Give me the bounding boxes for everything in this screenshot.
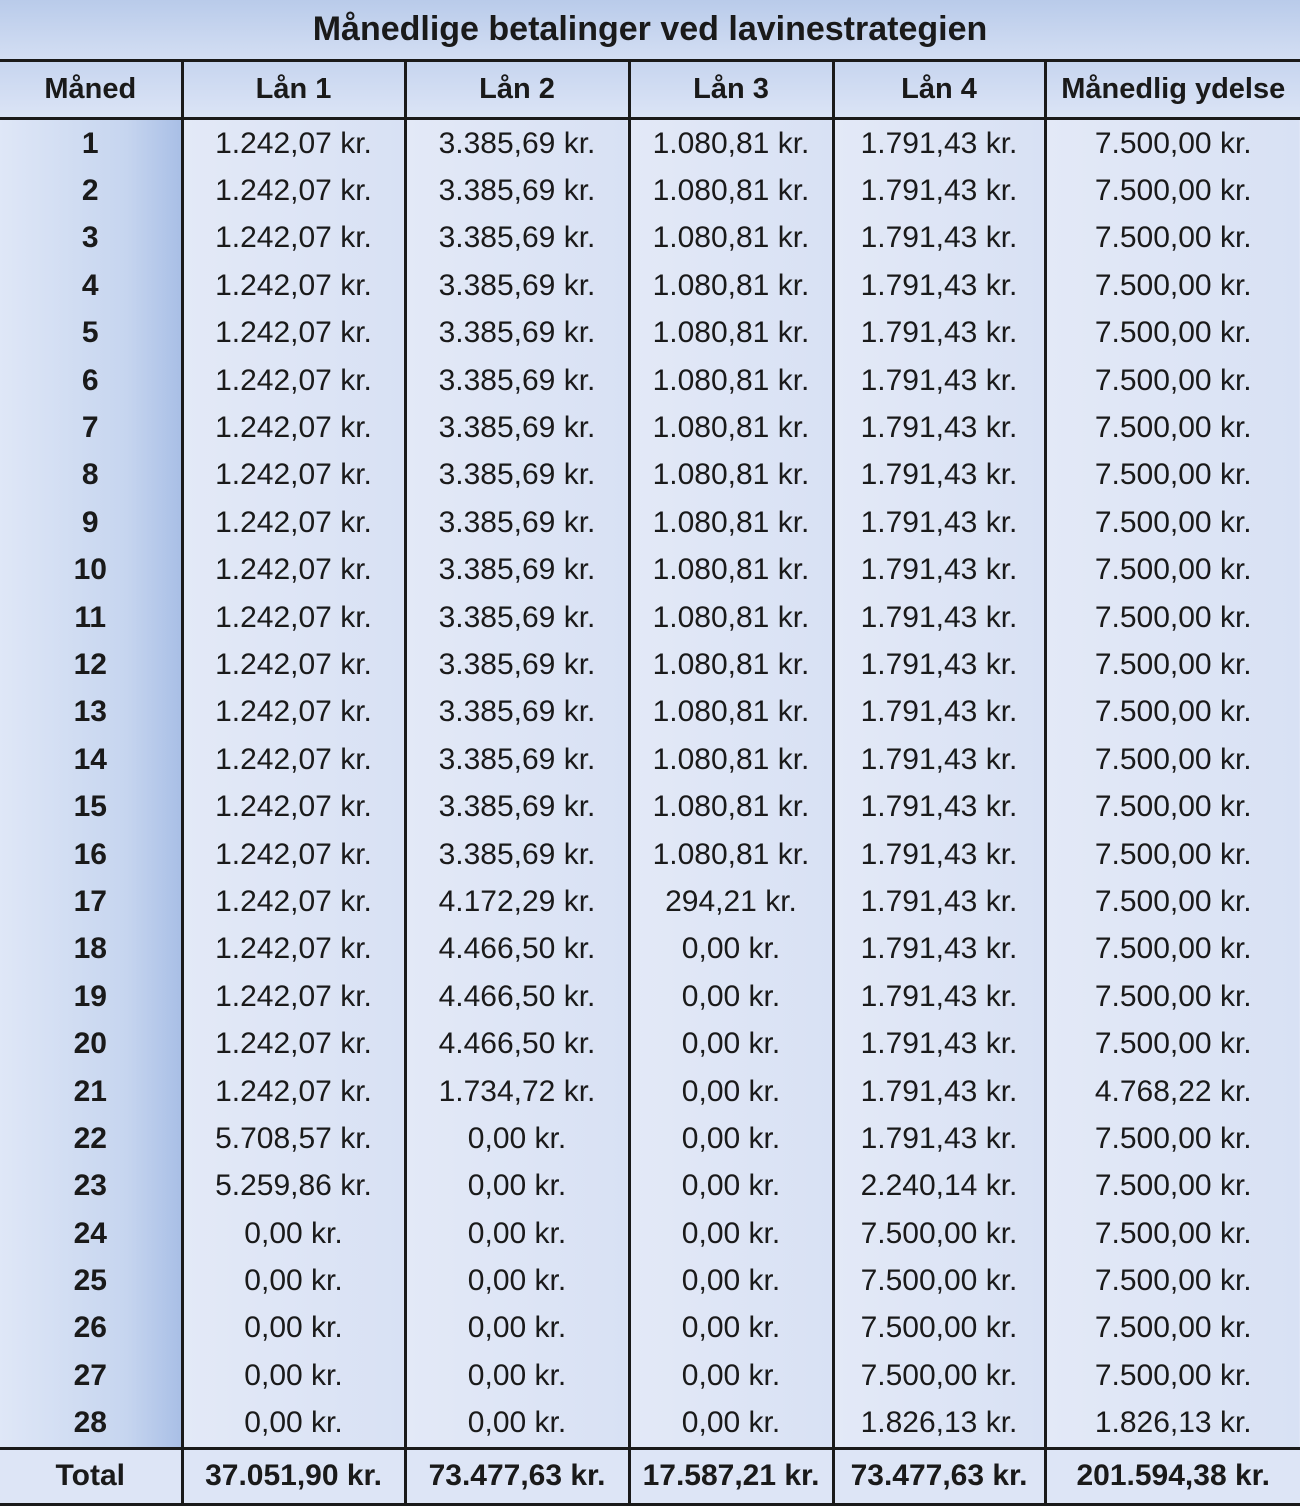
loan-3-cell: 1.080,81 kr. bbox=[629, 357, 833, 404]
loan-1-cell: 1.242,07 kr. bbox=[182, 357, 405, 404]
table-row bbox=[0, 689, 1300, 736]
table-footer bbox=[0, 1448, 1300, 1504]
month-cell: 18 bbox=[0, 926, 182, 973]
table-row bbox=[0, 167, 1300, 214]
month-cell: 12 bbox=[0, 641, 182, 688]
loan-3-cell: 0,00 kr. bbox=[629, 1068, 833, 1115]
month-cell: 23 bbox=[0, 1163, 182, 1210]
table-row bbox=[0, 1068, 1300, 1115]
loan-1-cell: 1.242,07 kr. bbox=[182, 1068, 405, 1115]
loan-4-cell: 7.500,00 kr. bbox=[833, 1352, 1045, 1399]
loan-1-cell: 0,00 kr. bbox=[182, 1400, 405, 1449]
loan-3-cell: 1.080,81 kr. bbox=[629, 167, 833, 214]
loan-4-cell: 1.791,43 kr. bbox=[833, 215, 1045, 262]
table-row bbox=[0, 215, 1300, 262]
loan-2-cell: 4.466,50 kr. bbox=[405, 926, 629, 973]
loan-4-cell: 1.791,43 kr. bbox=[833, 452, 1045, 499]
table-row bbox=[0, 499, 1300, 546]
loan-3-cell: 1.080,81 kr. bbox=[629, 404, 833, 451]
monthly-payment-cell: 7.500,00 kr. bbox=[1045, 1210, 1300, 1257]
table-header bbox=[0, 62, 1300, 119]
loan-2-cell: 0,00 kr. bbox=[405, 1352, 629, 1399]
total-row bbox=[0, 1448, 1300, 1504]
monthly-payment-cell: 7.500,00 kr. bbox=[1045, 641, 1300, 688]
monthly-payment-cell: 7.500,00 kr. bbox=[1045, 831, 1300, 878]
month-cell: 21 bbox=[0, 1068, 182, 1115]
loan-1-cell: 1.242,07 kr. bbox=[182, 641, 405, 688]
loan-3-cell: 0,00 kr. bbox=[629, 1115, 833, 1162]
loan-3-cell: 1.080,81 kr. bbox=[629, 547, 833, 594]
monthly-payment-cell: 7.500,00 kr. bbox=[1045, 878, 1300, 925]
table-row bbox=[0, 404, 1300, 451]
loan-2-cell: 3.385,69 kr. bbox=[405, 736, 629, 783]
total-label: Total bbox=[0, 1448, 182, 1504]
loan-2-cell: 3.385,69 kr. bbox=[405, 452, 629, 499]
loan-4-cell: 1.791,43 kr. bbox=[833, 1068, 1045, 1115]
loan-4-cell: 1.791,43 kr. bbox=[833, 831, 1045, 878]
loan-4-cell: 1.791,43 kr. bbox=[833, 262, 1045, 309]
table-row bbox=[0, 1305, 1300, 1352]
loan-3-cell: 1.080,81 kr. bbox=[629, 736, 833, 783]
monthly-payment-cell: 7.500,00 kr. bbox=[1045, 594, 1300, 641]
month-cell: 28 bbox=[0, 1400, 182, 1449]
loan-4-cell: 1.791,43 kr. bbox=[833, 404, 1045, 451]
total-monthly-payment: 201.594,38 kr. bbox=[1045, 1448, 1300, 1504]
loan-1-cell: 1.242,07 kr. bbox=[182, 736, 405, 783]
total-loan-4: 73.477,63 kr. bbox=[833, 1448, 1045, 1504]
monthly-payment-cell: 7.500,00 kr. bbox=[1045, 119, 1300, 168]
loan-3-cell: 1.080,81 kr. bbox=[629, 641, 833, 688]
month-cell: 17 bbox=[0, 878, 182, 925]
loan-2-cell: 3.385,69 kr. bbox=[405, 641, 629, 688]
month-cell: 1 bbox=[0, 119, 182, 168]
table-row bbox=[0, 1020, 1300, 1067]
loan-4-cell: 1.791,43 kr. bbox=[833, 1115, 1045, 1162]
table-row bbox=[0, 1400, 1300, 1449]
monthly-payment-cell: 7.500,00 kr. bbox=[1045, 926, 1300, 973]
loan-1-cell: 1.242,07 kr. bbox=[182, 1020, 405, 1067]
monthly-payment-cell: 7.500,00 kr. bbox=[1045, 1352, 1300, 1399]
loan-2-cell: 0,00 kr. bbox=[405, 1163, 629, 1210]
month-cell: 13 bbox=[0, 689, 182, 736]
table-row bbox=[0, 1115, 1300, 1162]
loan-4-cell: 1.826,13 kr. bbox=[833, 1400, 1045, 1449]
month-cell: 16 bbox=[0, 831, 182, 878]
loan-3-cell: 0,00 kr. bbox=[629, 926, 833, 973]
loan-2-cell: 3.385,69 kr. bbox=[405, 404, 629, 451]
month-cell: 11 bbox=[0, 594, 182, 641]
monthly-payment-cell: 7.500,00 kr. bbox=[1045, 1305, 1300, 1352]
loan-4-cell: 1.791,43 kr. bbox=[833, 499, 1045, 546]
table-row bbox=[0, 547, 1300, 594]
month-cell: 19 bbox=[0, 973, 182, 1020]
monthly-payment-cell: 4.768,22 kr. bbox=[1045, 1068, 1300, 1115]
loan-3-cell: 294,21 kr. bbox=[629, 878, 833, 925]
header-loan-3: Lån 3 bbox=[629, 62, 833, 119]
loan-3-cell: 1.080,81 kr. bbox=[629, 452, 833, 499]
month-cell: 27 bbox=[0, 1352, 182, 1399]
month-cell: 2 bbox=[0, 167, 182, 214]
loan-1-cell: 1.242,07 kr. bbox=[182, 119, 405, 168]
loan-2-cell: 4.172,29 kr. bbox=[405, 878, 629, 925]
loan-1-cell: 0,00 kr. bbox=[182, 1257, 405, 1304]
month-cell: 24 bbox=[0, 1210, 182, 1257]
total-loan-3: 17.587,21 kr. bbox=[629, 1448, 833, 1504]
header-month: Måned bbox=[0, 62, 182, 119]
loan-3-cell: 0,00 kr. bbox=[629, 1163, 833, 1210]
month-cell: 6 bbox=[0, 357, 182, 404]
loan-2-cell: 3.385,69 kr. bbox=[405, 547, 629, 594]
loan-1-cell: 0,00 kr. bbox=[182, 1352, 405, 1399]
month-cell: 14 bbox=[0, 736, 182, 783]
monthly-payment-cell: 7.500,00 kr. bbox=[1045, 689, 1300, 736]
loan-4-cell: 1.791,43 kr. bbox=[833, 783, 1045, 830]
loan-1-cell: 1.242,07 kr. bbox=[182, 831, 405, 878]
loan-2-cell: 1.734,72 kr. bbox=[405, 1068, 629, 1115]
header-loan-2: Lån 2 bbox=[405, 62, 629, 119]
payment-table bbox=[0, 62, 1300, 1506]
loan-2-cell: 3.385,69 kr. bbox=[405, 783, 629, 830]
loan-2-cell: 3.385,69 kr. bbox=[405, 119, 629, 168]
month-cell: 10 bbox=[0, 547, 182, 594]
month-cell: 20 bbox=[0, 1020, 182, 1067]
loan-2-cell: 0,00 kr. bbox=[405, 1115, 629, 1162]
loan-1-cell: 1.242,07 kr. bbox=[182, 452, 405, 499]
month-cell: 22 bbox=[0, 1115, 182, 1162]
month-cell: 26 bbox=[0, 1305, 182, 1352]
loan-1-cell: 1.242,07 kr. bbox=[182, 878, 405, 925]
loan-3-cell: 1.080,81 kr. bbox=[629, 499, 833, 546]
loan-1-cell: 1.242,07 kr. bbox=[182, 547, 405, 594]
table-row bbox=[0, 119, 1300, 168]
loan-4-cell: 7.500,00 kr. bbox=[833, 1210, 1045, 1257]
loan-3-cell: 0,00 kr. bbox=[629, 1305, 833, 1352]
monthly-payment-cell: 1.826,13 kr. bbox=[1045, 1400, 1300, 1449]
table-row bbox=[0, 831, 1300, 878]
loan-1-cell: 1.242,07 kr. bbox=[182, 310, 405, 357]
loan-2-cell: 3.385,69 kr. bbox=[405, 831, 629, 878]
table-row bbox=[0, 357, 1300, 404]
loan-3-cell: 0,00 kr. bbox=[629, 1352, 833, 1399]
loan-3-cell: 1.080,81 kr. bbox=[629, 831, 833, 878]
table-row bbox=[0, 1163, 1300, 1210]
loan-3-cell: 0,00 kr. bbox=[629, 1210, 833, 1257]
table-row bbox=[0, 878, 1300, 925]
header-loan-4: Lån 4 bbox=[833, 62, 1045, 119]
loan-4-cell: 1.791,43 kr. bbox=[833, 736, 1045, 783]
table-body bbox=[0, 119, 1300, 1449]
loan-1-cell: 5.708,57 kr. bbox=[182, 1115, 405, 1162]
loan-1-cell: 1.242,07 kr. bbox=[182, 783, 405, 830]
loan-2-cell: 0,00 kr. bbox=[405, 1257, 629, 1304]
loan-4-cell: 1.791,43 kr. bbox=[833, 167, 1045, 214]
loan-2-cell: 0,00 kr. bbox=[405, 1210, 629, 1257]
loan-4-cell: 1.791,43 kr. bbox=[833, 926, 1045, 973]
table-row bbox=[0, 1210, 1300, 1257]
loan-4-cell: 1.791,43 kr. bbox=[833, 878, 1045, 925]
loan-1-cell: 0,00 kr. bbox=[182, 1305, 405, 1352]
loan-2-cell: 0,00 kr. bbox=[405, 1400, 629, 1449]
total-loan-2: 73.477,63 kr. bbox=[405, 1448, 629, 1504]
loan-4-cell: 1.791,43 kr. bbox=[833, 973, 1045, 1020]
total-loan-1: 37.051,90 kr. bbox=[182, 1448, 405, 1504]
loan-4-cell: 1.791,43 kr. bbox=[833, 641, 1045, 688]
loan-4-cell: 1.791,43 kr. bbox=[833, 547, 1045, 594]
loan-2-cell: 3.385,69 kr. bbox=[405, 215, 629, 262]
loan-2-cell: 3.385,69 kr. bbox=[405, 310, 629, 357]
month-cell: 9 bbox=[0, 499, 182, 546]
monthly-payment-cell: 7.500,00 kr. bbox=[1045, 1257, 1300, 1304]
loan-3-cell: 1.080,81 kr. bbox=[629, 783, 833, 830]
monthly-payment-cell: 7.500,00 kr. bbox=[1045, 262, 1300, 309]
loan-4-cell: 2.240,14 kr. bbox=[833, 1163, 1045, 1210]
table-row bbox=[0, 926, 1300, 973]
table-row bbox=[0, 1352, 1300, 1399]
loan-3-cell: 0,00 kr. bbox=[629, 1257, 833, 1304]
loan-2-cell: 3.385,69 kr. bbox=[405, 167, 629, 214]
header-loan-1: Lån 1 bbox=[182, 62, 405, 119]
loan-2-cell: 3.385,69 kr. bbox=[405, 689, 629, 736]
loan-4-cell: 1.791,43 kr. bbox=[833, 357, 1045, 404]
loan-1-cell: 5.259,86 kr. bbox=[182, 1163, 405, 1210]
table-title: Månedlige betalinger ved lavinestrategien bbox=[0, 0, 1300, 62]
month-cell: 3 bbox=[0, 215, 182, 262]
header-monthly-payment: Månedlig ydelse bbox=[1045, 62, 1300, 119]
loan-2-cell: 4.466,50 kr. bbox=[405, 1020, 629, 1067]
month-cell: 7 bbox=[0, 404, 182, 451]
loan-4-cell: 7.500,00 kr. bbox=[833, 1305, 1045, 1352]
month-cell: 25 bbox=[0, 1257, 182, 1304]
header-row bbox=[0, 62, 1300, 119]
monthly-payment-cell: 7.500,00 kr. bbox=[1045, 547, 1300, 594]
loan-3-cell: 1.080,81 kr. bbox=[629, 594, 833, 641]
loan-4-cell: 1.791,43 kr. bbox=[833, 689, 1045, 736]
loan-1-cell: 1.242,07 kr. bbox=[182, 262, 405, 309]
monthly-payment-cell: 7.500,00 kr. bbox=[1045, 499, 1300, 546]
monthly-payment-cell: 7.500,00 kr. bbox=[1045, 1020, 1300, 1067]
table-row bbox=[0, 452, 1300, 499]
monthly-payment-cell: 7.500,00 kr. bbox=[1045, 167, 1300, 214]
loan-3-cell: 0,00 kr. bbox=[629, 1400, 833, 1449]
loan-4-cell: 1.791,43 kr. bbox=[833, 310, 1045, 357]
table-row bbox=[0, 594, 1300, 641]
loan-3-cell: 0,00 kr. bbox=[629, 1020, 833, 1067]
loan-1-cell: 1.242,07 kr. bbox=[182, 926, 405, 973]
monthly-payment-cell: 7.500,00 kr. bbox=[1045, 1163, 1300, 1210]
monthly-payment-cell: 7.500,00 kr. bbox=[1045, 1115, 1300, 1162]
month-cell: 4 bbox=[0, 262, 182, 309]
monthly-payment-cell: 7.500,00 kr. bbox=[1045, 736, 1300, 783]
loan-1-cell: 1.242,07 kr. bbox=[182, 404, 405, 451]
monthly-payment-cell: 7.500,00 kr. bbox=[1045, 310, 1300, 357]
table-row bbox=[0, 310, 1300, 357]
loan-3-cell: 1.080,81 kr. bbox=[629, 215, 833, 262]
loan-3-cell: 1.080,81 kr. bbox=[629, 689, 833, 736]
loan-4-cell: 7.500,00 kr. bbox=[833, 1257, 1045, 1304]
loan-2-cell: 3.385,69 kr. bbox=[405, 262, 629, 309]
loan-1-cell: 1.242,07 kr. bbox=[182, 594, 405, 641]
loan-2-cell: 3.385,69 kr. bbox=[405, 499, 629, 546]
month-cell: 15 bbox=[0, 783, 182, 830]
loan-4-cell: 1.791,43 kr. bbox=[833, 119, 1045, 168]
loan-3-cell: 1.080,81 kr. bbox=[629, 262, 833, 309]
loan-1-cell: 1.242,07 kr. bbox=[182, 973, 405, 1020]
loan-2-cell: 3.385,69 kr. bbox=[405, 357, 629, 404]
loan-3-cell: 1.080,81 kr. bbox=[629, 119, 833, 168]
loan-4-cell: 1.791,43 kr. bbox=[833, 1020, 1045, 1067]
loan-1-cell: 1.242,07 kr. bbox=[182, 499, 405, 546]
loan-3-cell: 0,00 kr. bbox=[629, 973, 833, 1020]
loan-4-cell: 1.791,43 kr. bbox=[833, 594, 1045, 641]
month-cell: 5 bbox=[0, 310, 182, 357]
monthly-payment-cell: 7.500,00 kr. bbox=[1045, 452, 1300, 499]
month-cell: 8 bbox=[0, 452, 182, 499]
loan-1-cell: 1.242,07 kr. bbox=[182, 689, 405, 736]
loan-1-cell: 1.242,07 kr. bbox=[182, 167, 405, 214]
table-row bbox=[0, 641, 1300, 688]
loan-3-cell: 1.080,81 kr. bbox=[629, 310, 833, 357]
table-row bbox=[0, 783, 1300, 830]
loan-2-cell: 0,00 kr. bbox=[405, 1305, 629, 1352]
table-row bbox=[0, 1257, 1300, 1304]
monthly-payment-cell: 7.500,00 kr. bbox=[1045, 973, 1300, 1020]
loan-2-cell: 3.385,69 kr. bbox=[405, 594, 629, 641]
table-row bbox=[0, 262, 1300, 309]
table-row bbox=[0, 736, 1300, 783]
monthly-payment-cell: 7.500,00 kr. bbox=[1045, 783, 1300, 830]
loan-1-cell: 0,00 kr. bbox=[182, 1210, 405, 1257]
loan-1-cell: 1.242,07 kr. bbox=[182, 215, 405, 262]
monthly-payment-cell: 7.500,00 kr. bbox=[1045, 357, 1300, 404]
loan-2-cell: 4.466,50 kr. bbox=[405, 973, 629, 1020]
monthly-payment-cell: 7.500,00 kr. bbox=[1045, 215, 1300, 262]
table-row bbox=[0, 973, 1300, 1020]
monthly-payment-cell: 7.500,00 kr. bbox=[1045, 404, 1300, 451]
